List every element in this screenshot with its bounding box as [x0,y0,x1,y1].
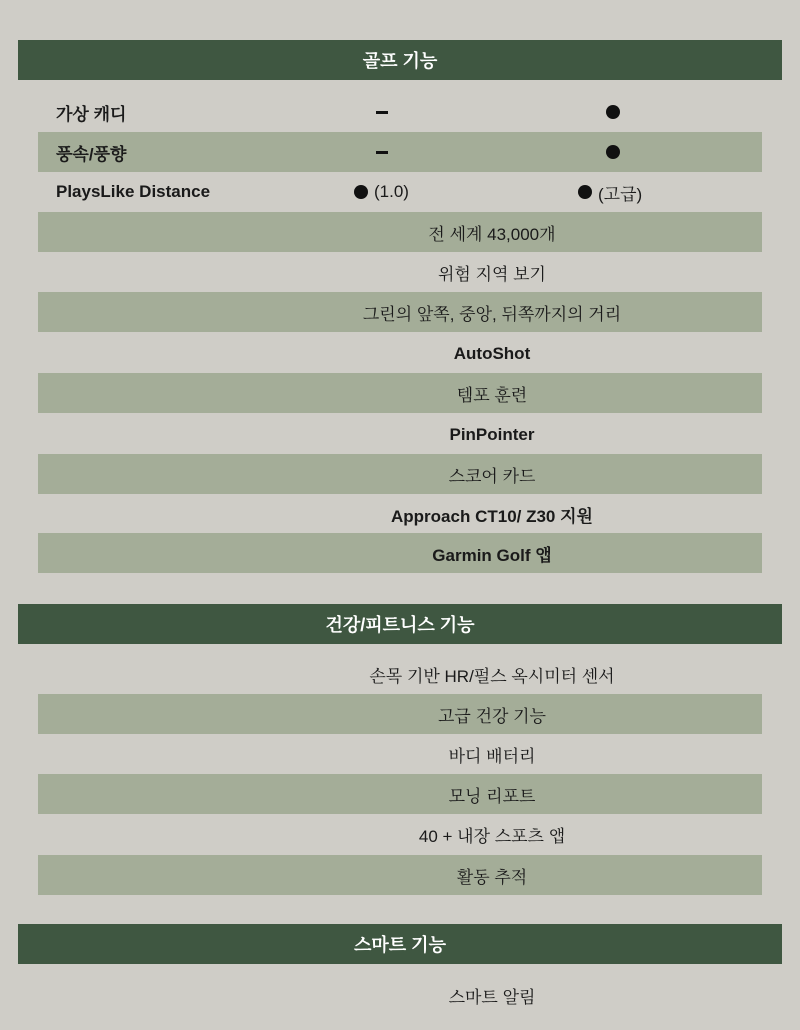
feature-row [38,212,762,252]
filled-circle-icon [578,185,592,199]
feature-row [38,533,762,573]
available-mark [578,145,620,159]
available-mark [578,180,642,205]
feature-row [38,654,762,694]
feature-row [38,334,762,374]
feature-label: 가상 캐디 [56,104,127,124]
section-header-golf [18,40,782,80]
not-available-mark [354,151,388,154]
feature-text: Garmin Golf 앱 [432,545,552,565]
section-header-health [18,604,782,644]
feature-text: 고급 건강 기능 [438,706,546,726]
feature-row [38,494,762,534]
section-header-smart [18,924,782,964]
feature-text: 바디 배터리 [448,746,536,766]
filled-circle-icon [606,105,620,119]
version-note: (1.0) [374,182,409,201]
section-title: 스마트 기능 [354,935,446,955]
feature-text: 템포 훈련 [456,385,528,405]
feature-text: 그린의 앞쪽, 중앙, 뒤쪽까지의 거리 [362,304,622,324]
feature-text: 손목 기반 HR/펄스 옥시미터 센서 [369,666,615,686]
feature-text: 활동 추적 [456,867,528,887]
feature-text: 위험 지역 보기 [438,264,546,284]
feature-row [38,415,762,455]
feature-text: 전 세계 43,000개 [428,224,556,244]
available-mark [578,105,620,119]
feature-row [38,292,762,332]
filled-circle-icon [354,185,368,199]
feature-text: 스마트 알림 [448,987,536,1007]
feature-row [38,855,762,895]
feature-row-playslike [38,172,762,212]
feature-row [38,774,762,814]
available-mark [354,182,409,202]
feature-row [38,734,762,774]
feature-row-virtual-caddie [38,92,762,132]
feature-row-wind [38,132,762,172]
dash-icon [376,111,388,114]
feature-label: 풍속/풍향 [56,144,127,164]
feature-row [38,252,762,292]
feature-row [38,975,762,1015]
filled-circle-icon [606,145,620,159]
feature-row [38,373,762,413]
feature-text: 40 + 내장 스포츠 앱 [418,826,566,846]
section-title: 건강/피트니스 기능 [325,615,475,635]
version-note: (고급) [598,184,643,204]
feature-row [38,454,762,494]
feature-text: 모닝 리포트 [448,786,536,806]
feature-row [38,694,762,734]
feature-text: Approach CT10/ Z30 지원 [391,506,593,526]
feature-text: AutoShot [453,344,531,363]
feature-text: 스코어 카드 [448,466,536,486]
section-title: 골프 기능 [362,51,438,71]
feature-label: PlaysLike Distance [56,182,211,201]
feature-row [38,814,762,854]
dash-icon [376,151,388,154]
feature-text: PinPointer [449,425,535,444]
not-available-mark [354,111,388,114]
